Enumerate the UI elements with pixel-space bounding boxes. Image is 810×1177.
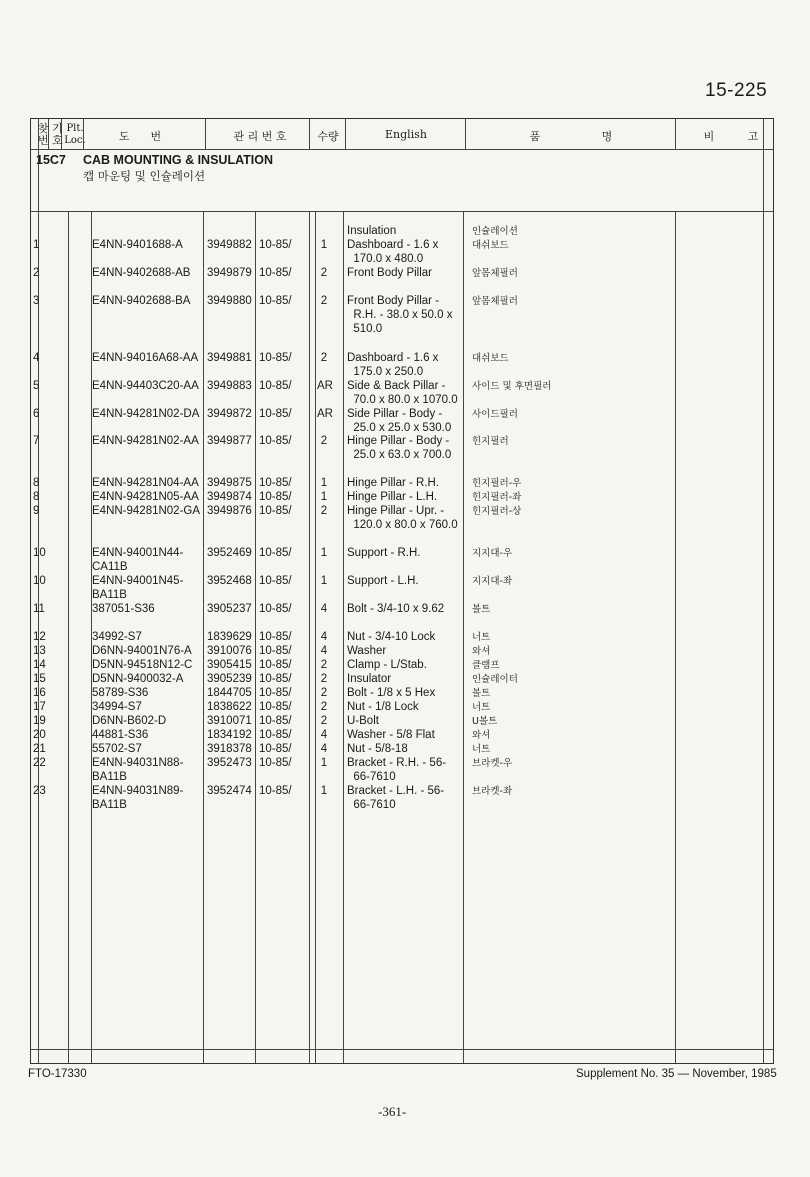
english-desc-cell: Nut - 1/8 Lock (347, 701, 419, 713)
english-desc-cell: Side & Back Pillar - 70.0 x 80.0 x 1070.0 (347, 380, 458, 406)
qty-cell: 2 (320, 505, 328, 517)
col-divider (309, 211, 310, 1063)
mgmt-code-cell: 3949872 (207, 408, 252, 420)
qty-cell: AR (317, 380, 333, 392)
part-number-cell: 34994-S7 (92, 701, 142, 713)
mgmt-code-cell: 3952468 (207, 575, 252, 587)
english-desc-cell: Hinge Pillar - Body - 25.0 x 63.0 x 700.0 (347, 435, 452, 461)
col-divider (205, 119, 206, 149)
mgmt-code-cell: 3949882 (207, 239, 252, 251)
korean-name-cell: 브라켓-우 (472, 758, 513, 769)
mgmt-code-cell: 3952469 (207, 547, 252, 559)
date-cell: 10-85/ (259, 477, 292, 489)
col-divider (763, 119, 764, 1063)
english-desc-cell: Insulation (347, 225, 397, 237)
part-number-cell: E4NN-94281N02-DA (92, 408, 200, 420)
qty-cell: 1 (320, 477, 328, 489)
part-number-cell: E4NN-94031N88- BA11B (92, 757, 184, 783)
english-desc-cell: Bolt - 1/8 x 5 Hex (347, 687, 436, 699)
qty-cell: 1 (320, 491, 328, 503)
header-remarks-1: 비 (703, 130, 715, 143)
mgmt-code-cell: 3910076 (207, 645, 252, 657)
korean-name-cell: 사이드필러 (472, 409, 518, 420)
qty-cell: 4 (320, 631, 328, 643)
qty-cell: 2 (320, 715, 328, 727)
english-desc-cell: Nut - 5/8-18 (347, 743, 408, 755)
col-divider (675, 211, 676, 1063)
find-no-cell: 15 (33, 673, 46, 685)
qty-cell: 2 (320, 295, 328, 307)
english-desc-cell: Dashboard - 1.6 x 175.0 x 250.0 (347, 352, 439, 378)
part-number-cell: D6NN-B602-D (92, 715, 167, 727)
korean-name-cell: 브라켓-좌 (472, 786, 513, 797)
korean-name-cell: 앞몸체필러 (472, 296, 518, 307)
date-cell: 10-85/ (259, 267, 292, 279)
english-desc-cell: Bolt - 3/4-10 x 9.62 (347, 603, 445, 615)
korean-name-cell: 너트 (472, 632, 491, 643)
mgmt-code-cell: 3949874 (207, 491, 252, 503)
find-no-cell: 20 (33, 729, 46, 741)
korean-name-cell: 지지대-좌 (472, 576, 513, 587)
date-cell: 10-85/ (259, 352, 292, 364)
header-drawing-no: 도 번 (118, 130, 162, 143)
part-number-cell: E4NN-94001N44- CA11B (92, 547, 184, 573)
korean-name-cell: 너트 (472, 702, 491, 713)
mgmt-code-cell: 3949875 (207, 477, 252, 489)
korean-name-cell: 사이드 및 후면필러 (472, 381, 552, 392)
korean-name-cell: 인슐레이터 (472, 674, 518, 685)
part-number-cell: E4NN-94281N05-AA (92, 491, 199, 503)
find-no-cell: 13 (33, 645, 46, 657)
english-desc-cell: Front Body Pillar - R.H. - 38.0 x 50.0 x 510.0 (347, 295, 453, 335)
col-divider (68, 211, 69, 1063)
header-plt-loc: Plt. Loc. (64, 123, 86, 146)
date-cell: 10-85/ (259, 380, 292, 392)
part-number-cell: 44881-S36 (92, 729, 149, 741)
col-divider (255, 211, 256, 1063)
mgmt-code-cell: 3918378 (207, 743, 252, 755)
mgmt-code-cell: 3949883 (207, 380, 252, 392)
english-desc-cell: Hinge Pillar - Upr. - 120.0 x 80.0 x 760.0 (347, 505, 458, 531)
col-divider (343, 211, 344, 1063)
date-cell: 10-85/ (259, 603, 292, 615)
find-no-cell: 19 (33, 715, 46, 727)
date-cell: 10-85/ (259, 295, 292, 307)
korean-name-cell: 와셔 (472, 646, 491, 657)
find-no-cell: 11 (33, 603, 45, 615)
find-no-cell: 3 (33, 295, 40, 307)
english-desc-cell: Washer - 5/8 Flat (347, 729, 435, 741)
english-desc-cell: Dashboard - 1.6 x 170.0 x 480.0 (347, 239, 439, 265)
col-divider (38, 119, 39, 1063)
korean-name-cell: 힌지필러-상 (472, 506, 522, 517)
qty-cell: 4 (320, 729, 328, 741)
date-cell: 10-85/ (259, 757, 292, 769)
mgmt-code-cell: 3905237 (207, 603, 252, 615)
korean-name-cell: 인슐레이션 (472, 226, 518, 237)
find-no-cell: 14 (33, 659, 46, 671)
english-desc-cell: Hinge Pillar - L.H. (347, 491, 438, 503)
date-cell: 10-85/ (259, 575, 292, 587)
korean-name-cell: 앞몸체필러 (472, 268, 518, 279)
date-cell: 10-85/ (259, 715, 292, 727)
qty-cell: 2 (320, 659, 328, 671)
col-divider (463, 211, 464, 1063)
find-no-cell: 10 (33, 547, 46, 559)
part-number-cell: 34992-S7 (92, 631, 142, 643)
qty-cell: 1 (320, 547, 328, 559)
date-cell: 10-85/ (259, 687, 292, 699)
date-cell: 10-85/ (259, 491, 292, 503)
part-number-cell: E4NN-94281N02-GA (92, 505, 201, 517)
section-subtitle: 캡 마운팅 및 인슐레이션 (83, 169, 206, 183)
qty-cell: 2 (320, 352, 328, 364)
mgmt-code-cell: 3910071 (207, 715, 252, 727)
page-number: 15-225 (705, 80, 768, 101)
part-number-cell: E4NN-9402688-AB (92, 267, 191, 279)
korean-name-cell: 와셔 (472, 730, 491, 741)
part-number-cell: E4NN-94001N45- BA11B (92, 575, 184, 601)
header-divider (31, 149, 773, 150)
find-no-cell: 5 (33, 380, 40, 392)
korean-name-cell: U볼트 (472, 716, 498, 727)
qty-cell: 1 (320, 239, 328, 251)
page-bottom-number: -361- (378, 1104, 407, 1119)
qty-cell: 1 (320, 785, 328, 797)
date-cell: 10-85/ (259, 239, 292, 251)
part-number-cell: E4NN-94031N89- BA11B (92, 785, 184, 811)
part-number-cell: 58789-S36 (92, 687, 149, 699)
korean-name-cell: 힌지필러 (472, 436, 509, 447)
date-cell: 10-85/ (259, 701, 292, 713)
header-remarks-2: 고 (747, 130, 759, 143)
english-desc-cell: Bracket - L.H. - 56- 66-7610 (347, 785, 445, 811)
header-find-no: 찾 기 번 호 (38, 122, 63, 147)
footer-supplement: Supplement No. 35 — November, 1985 (576, 1068, 777, 1080)
find-no-cell: 23 (33, 785, 46, 797)
mgmt-code-cell: 3949877 (207, 435, 252, 447)
qty-cell: 4 (320, 743, 328, 755)
mgmt-code-cell: 1838622 (207, 701, 252, 713)
mgmt-code-cell: 3949880 (207, 295, 252, 307)
part-number-cell: E4NN-94016A68-AA (92, 352, 199, 364)
mgmt-code-cell: 1839629 (207, 631, 252, 643)
korean-name-cell: 대쉬보드 (472, 353, 509, 364)
date-cell: 10-85/ (259, 743, 292, 755)
mgmt-code-cell: 1844705 (207, 687, 252, 699)
mgmt-code-cell: 3949879 (207, 267, 252, 279)
date-cell: 10-85/ (259, 408, 292, 420)
part-number-cell: E4NN-94281N04-AA (92, 477, 199, 489)
mgmt-code-cell: 3949876 (207, 505, 252, 517)
mgmt-code-cell: 3905239 (207, 673, 252, 685)
korean-name-cell: 너트 (472, 744, 491, 755)
date-cell: 10-85/ (259, 673, 292, 685)
header-name-ko-1: 품 (529, 130, 541, 143)
part-number-cell: E4NN-94403C20-AA (92, 380, 199, 392)
part-number-cell: E4NN-9402688-BA (92, 295, 191, 307)
english-desc-cell: Clamp - L/Stab. (347, 659, 427, 671)
qty-cell: 2 (320, 701, 328, 713)
qty-cell: 1 (320, 757, 328, 769)
find-no-cell: 7 (33, 435, 40, 447)
part-number-cell: E4NN-9401688-A (92, 239, 183, 251)
section-divider (31, 211, 773, 212)
find-no-cell: 17 (33, 701, 46, 713)
date-cell: 10-85/ (259, 547, 292, 559)
find-no-cell: 12 (33, 631, 46, 643)
date-cell: 10-85/ (259, 435, 292, 447)
korean-name-cell: 볼트 (472, 604, 491, 615)
date-cell: 10-85/ (259, 631, 292, 643)
find-no-cell: 16 (33, 687, 46, 699)
find-no-cell: 10 (33, 575, 46, 587)
qty-cell: 1 (320, 575, 328, 587)
korean-name-cell: 힌지필러-좌 (472, 492, 522, 503)
date-cell: 10-85/ (259, 645, 292, 657)
english-desc-cell: Nut - 3/4-10 Lock (347, 631, 436, 643)
date-cell: 10-85/ (259, 785, 292, 797)
footer-form-number: FTO-17330 (28, 1068, 87, 1080)
find-no-cell: 6 (33, 408, 40, 420)
header-english: English (385, 128, 427, 141)
header-name-ko-2: 명 (601, 130, 613, 143)
english-desc-cell: Front Body Pillar (347, 267, 433, 279)
mgmt-code-cell: 3952473 (207, 757, 252, 769)
section-code: 15C7 (36, 153, 66, 167)
part-number-cell: D5NN-94518N12-C (92, 659, 193, 671)
korean-name-cell: 힌지필러-우 (472, 478, 522, 489)
col-divider (675, 119, 676, 149)
english-desc-cell: Support - L.H. (347, 575, 419, 587)
korean-name-cell: 클램프 (472, 660, 500, 671)
part-number-cell: 55702-S7 (92, 743, 142, 755)
qty-cell: 4 (320, 603, 328, 615)
find-no-cell: 4 (33, 352, 40, 364)
korean-name-cell: 대쉬보드 (472, 240, 509, 251)
qty-cell: 4 (320, 645, 328, 657)
mgmt-code-cell: 3949881 (207, 352, 252, 364)
qty-cell: 2 (320, 435, 328, 447)
find-no-cell: 1 (33, 239, 40, 251)
korean-name-cell: 볼트 (472, 688, 491, 699)
qty-cell: 2 (320, 673, 328, 685)
date-cell: 10-85/ (259, 729, 292, 741)
col-divider (315, 211, 316, 1063)
part-number-cell: D6NN-94001N76-A (92, 645, 192, 657)
section-title: CAB MOUNTING & INSULATION (83, 153, 274, 167)
footer-divider (31, 1049, 773, 1050)
qty-cell: AR (317, 408, 333, 420)
qty-cell: 2 (320, 267, 328, 279)
header-mgmt-no: 관 리 번 호 (233, 130, 287, 143)
english-desc-cell: Support - R.H. (347, 547, 421, 559)
mgmt-code-cell: 1834192 (207, 729, 252, 741)
korean-name-cell: 지지대-우 (472, 548, 513, 559)
find-no-cell: 8 (33, 491, 40, 503)
part-number-cell: 387051-S36 (92, 603, 155, 615)
find-no-cell: 2 (33, 267, 40, 279)
date-cell: 10-85/ (259, 505, 292, 517)
english-desc-cell: Side Pillar - Body - 25.0 x 25.0 x 530.0 (347, 408, 452, 434)
find-no-cell: 9 (33, 505, 40, 517)
english-desc-cell: U-Bolt (347, 715, 379, 727)
header-qty: 수량 (317, 130, 339, 143)
english-desc-cell: Washer (347, 645, 387, 657)
qty-cell: 2 (320, 687, 328, 699)
find-no-cell: 22 (33, 757, 46, 769)
mgmt-code-cell: 3952474 (207, 785, 252, 797)
find-no-cell: 21 (33, 743, 46, 755)
english-desc-cell: Insulator (347, 673, 392, 685)
english-desc-cell: Bracket - R.H. - 56- 66-7610 (347, 757, 447, 783)
col-divider (203, 211, 204, 1063)
find-no-cell: 8 (33, 477, 40, 489)
english-desc-cell: Hinge Pillar - R.H. (347, 477, 440, 489)
mgmt-code-cell: 3905415 (207, 659, 252, 671)
part-number-cell: E4NN-94281N02-AA (92, 435, 199, 447)
part-number-cell: D5NN-9400032-A (92, 673, 184, 685)
date-cell: 10-85/ (259, 659, 292, 671)
